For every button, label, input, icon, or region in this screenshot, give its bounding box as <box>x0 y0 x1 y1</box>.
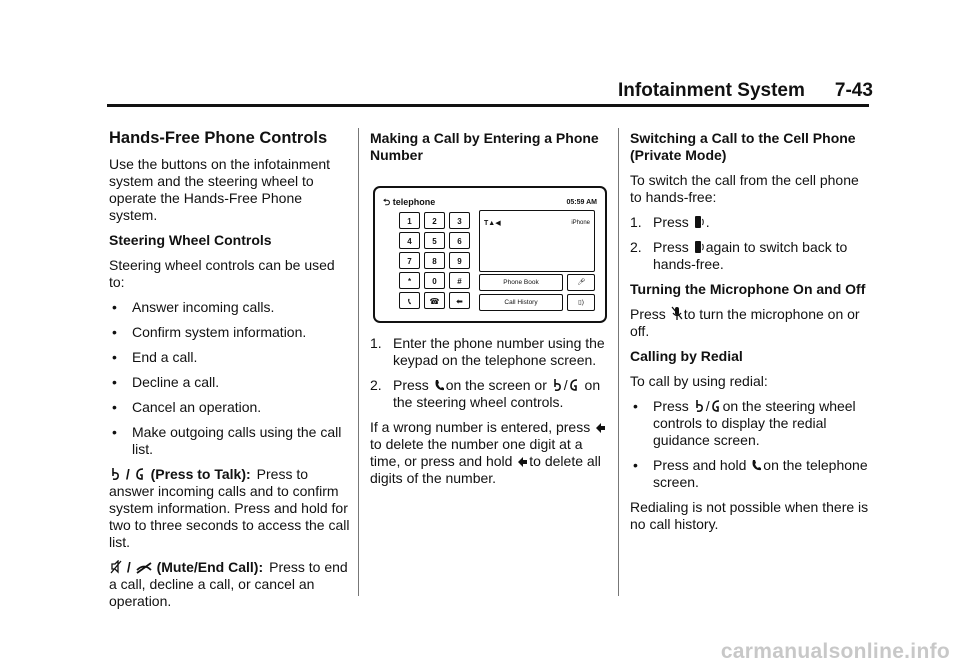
section-heading: Hands-Free Phone Controls <box>109 129 328 147</box>
redial-intro: To call by using redial: <box>630 373 768 389</box>
keypad-key: 9 <box>449 252 470 269</box>
microphone-button: 🎤︎ <box>567 274 595 291</box>
mute-icon <box>110 560 122 574</box>
call-history-button: Call History <box>479 294 563 311</box>
page-header <box>618 80 873 102</box>
phone-handset-icon <box>751 459 762 472</box>
list-item: • Make outgoing calls using the call list. <box>109 424 351 458</box>
mute-paragraph: / (Mute/End Call): Press to end a call, decline a call, or cancel an operation. <box>109 559 348 609</box>
press-to-talk-icon <box>552 378 563 392</box>
keypad-key: 7 <box>399 252 420 269</box>
column-divider-2 <box>618 128 619 596</box>
wrong-number-paragraph: If a wrong number is entered, press to delete the number one digit at a time, or press and hold to delete all digits of the number. <box>370 419 610 487</box>
header-rule <box>107 104 869 107</box>
phone-handset-icon <box>434 379 445 392</box>
keypad-key: 2 <box>424 212 445 229</box>
swc-intro: Steering wheel controls can be used to: <box>109 257 335 290</box>
keypad-key: 3 <box>449 212 470 229</box>
section-title: Infotainment System <box>618 80 805 101</box>
mute-text: Press to end a call, decline a call, or cancel an operation. <box>109 559 348 609</box>
private-intro: To switch the call from the cell phone to hands-free: <box>630 172 859 205</box>
end-key: ☎︎ <box>424 292 445 309</box>
private-mode-icon <box>694 240 705 254</box>
list-item: • End a call. <box>109 349 351 366</box>
swc-heading: Steering Wheel Controls <box>109 232 272 248</box>
steering-phone-icon <box>711 399 722 413</box>
phone-book-button: Phone Book <box>479 274 563 291</box>
end-call-icon <box>136 562 152 574</box>
keypad-key: # <box>449 272 470 289</box>
column-2 <box>370 130 610 495</box>
number-display <box>479 210 595 272</box>
delete-key: ⬅︎ <box>449 292 470 309</box>
screen-title: ⮌ telephone <box>383 197 436 207</box>
backspace-icon <box>595 422 606 434</box>
intro-text: Use the buttons on the infotainment system and the steering wheel to operate the Hands-Free Phone system. <box>109 156 331 223</box>
iphone-label: iPhone <box>571 220 590 226</box>
microphone-mute-icon <box>671 306 683 321</box>
backspace-icon <box>517 456 528 468</box>
list-item: • Confirm system information. <box>109 324 351 341</box>
redial-final: Redialing is not possible when there is no call history. <box>630 499 869 532</box>
list-item: • Press and hold on the telephone screen. <box>630 457 870 491</box>
ptt-text: Press to answer incoming calls and to confirm system information. Press and hold for two to three seconds to access the call list. <box>109 466 350 550</box>
private-mode-icon <box>694 215 705 229</box>
keypad-key: * <box>399 272 420 289</box>
private-step-1: 1. Press . <box>630 214 710 230</box>
step-2: 2. Press on the screen or / on the steering wheel controls. <box>370 377 601 410</box>
keypad-key: 5 <box>424 232 445 249</box>
list-item: • Cancel an operation. <box>109 399 351 416</box>
call-key: 📞︎ <box>399 292 420 309</box>
private-mode-button: ▯) <box>567 294 595 311</box>
microphone-heading: Turning the Microphone On and Off <box>630 281 866 297</box>
keypad-key: 8 <box>424 252 445 269</box>
screen-time: 05:59 AM <box>566 199 597 206</box>
column-3 <box>630 130 870 541</box>
private-mode-heading: Switching a Call to the Cell Phone (Private Mode) <box>630 130 856 163</box>
keypad-key: 1 <box>399 212 420 229</box>
private-step-2: 2. Press again to switch back to hands-free. <box>630 239 848 272</box>
keypad-key: 6 <box>449 232 470 249</box>
list-item: • Press / on the steering wheel controls to display the redial guidance screen. <box>630 398 870 449</box>
press-to-talk-icon <box>110 467 121 481</box>
page-number: 7-43 <box>834 80 873 101</box>
keypad-key: 4 <box>399 232 420 249</box>
step-1: 1. Enter the phone number using the keypad on the telephone screen. <box>370 335 605 368</box>
redial-heading: Calling by Redial <box>630 348 743 364</box>
column-1 <box>109 130 351 618</box>
signal-indicator: T▲◀ <box>484 220 501 227</box>
list-item: • Decline a call. <box>109 374 351 391</box>
steering-phone-icon <box>569 378 580 392</box>
ptt-term: (Press to Talk): <box>150 466 251 482</box>
mute-term: (Mute/End Call): <box>156 559 264 575</box>
column-divider-1 <box>358 128 359 596</box>
making-call-heading: Making a Call by Entering a Phone Number <box>370 130 599 163</box>
press-to-talk-icon <box>694 399 705 413</box>
ptt-paragraph: / (Press to Talk): Press to answer incoming calls and to confirm system information. Press and hold for two to three seconds to access the call list. <box>109 466 350 550</box>
steering-phone-icon <box>135 467 146 481</box>
telephone-screen-illustration <box>373 186 607 323</box>
microphone-paragraph: Press to turn the microphone on or off. <box>630 306 860 339</box>
keypad-key: 0 <box>424 272 445 289</box>
list-item: • Answer incoming calls. <box>109 299 351 316</box>
watermark: carmanualsonline.info <box>720 640 950 663</box>
